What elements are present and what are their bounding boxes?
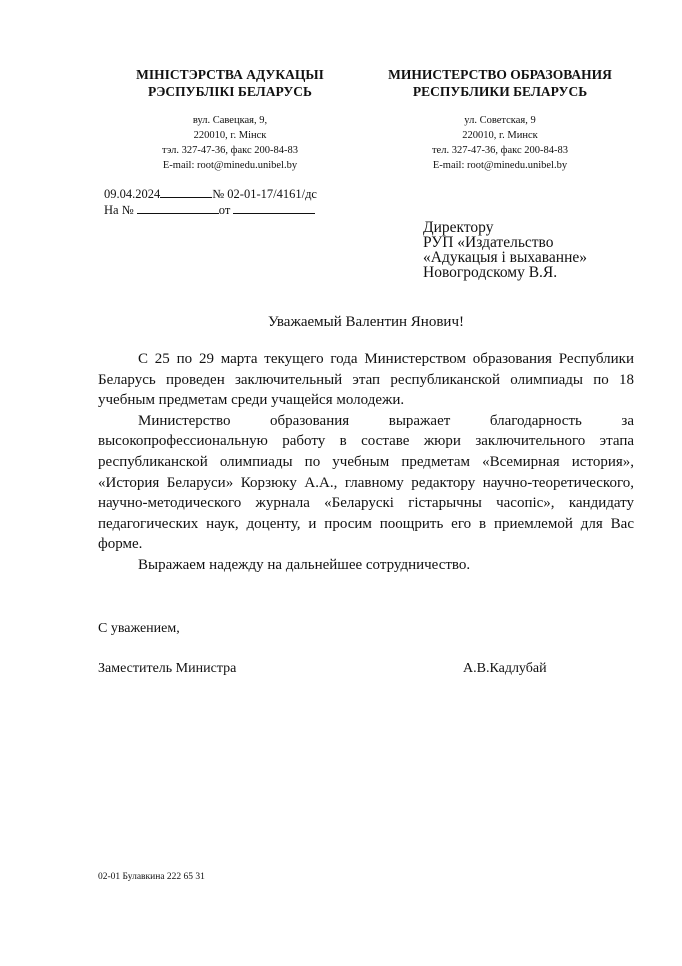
header-right [362, 66, 638, 173]
in-reply-label: На № [104, 203, 134, 217]
from-date-blank [233, 202, 315, 214]
email-ru: E-mail: root@minedu.unibel.by [432, 160, 568, 171]
recipient-position: Директору [423, 219, 494, 236]
phone-by: тэл. 327-47-36, факс 200-84-83 [162, 145, 298, 156]
letter-body [98, 349, 634, 576]
recipient-block [423, 220, 663, 280]
from-label: от [218, 203, 231, 217]
recipient-org-line1: РУП «Издательство [423, 234, 554, 251]
closing: С уважением, [98, 621, 180, 636]
document-number: № 02-01-17/4161/дс [212, 187, 317, 201]
paragraph-3: Выражаем надежду на дальнейшее сотрудничество. [138, 556, 471, 573]
paragraph-2: Министерство образования выражает благодарность за высокопрофессиональную работу в составе жюри заключительного этапа республиканской олимпиады по учебным предметам «Всемирная история», «История Беларуси» Корзюку А.А., главному редактору научно-теоретического, научно-методического журнала «Беларускі гістарычны часопіс», кандидату педагогических наук, доценту, и просим поощрить его в приемлемой для Вас форме. [98, 412, 634, 553]
recipient-org-line2: «Адукацыя і выхаванне» [423, 249, 588, 266]
reference-block [104, 186, 364, 218]
ministry-title-ru-line1: МИНИСТЕРСТВО ОБРАЗОВАНИЯ [388, 67, 612, 82]
paragraph-1: С 25 по 29 марта текущего года Министерством образования Республики Беларусь проведен заключительный этап республиканской олимпиады по 18 учебным предметам среди учащейся молодежи. [98, 351, 634, 409]
date-underline [160, 186, 212, 198]
document-date: 09.04.2024 [104, 187, 161, 201]
in-reply-number-blank [137, 202, 219, 214]
ministry-title-by-line1: МІНІСТЭРСТВА АДУКАЦЫІ [136, 67, 324, 82]
signatory-position: Заместитель Министра [98, 661, 237, 676]
footer-executor: 02-01 Булавкина 222 65 31 [98, 872, 205, 882]
address-by-city: 220010, г. Мінск [193, 130, 267, 141]
header-left [90, 66, 370, 173]
recipient-name: Новогродскому В.Я. [423, 264, 558, 281]
address-ru-street: ул. Советская, 9 [464, 115, 536, 126]
ministry-title-by-line2: РЭСПУБЛІКІ БЕЛАРУСЬ [148, 84, 312, 99]
address-ru-city: 220010, г. Минск [462, 130, 538, 141]
greeting: Уважаемый Валентин Янович! [267, 314, 464, 330]
ministry-title-ru-line2: РЕСПУБЛИКИ БЕЛАРУСЬ [412, 84, 588, 99]
address-by-street: вул. Савецкая, 9, [192, 115, 268, 126]
signatory-name: А.В.Кадлубай [463, 661, 547, 676]
phone-ru: тел. 327-47-36, факс 200-84-83 [431, 145, 569, 156]
email-by: E-mail: root@minedu.unibel.by [162, 160, 298, 171]
